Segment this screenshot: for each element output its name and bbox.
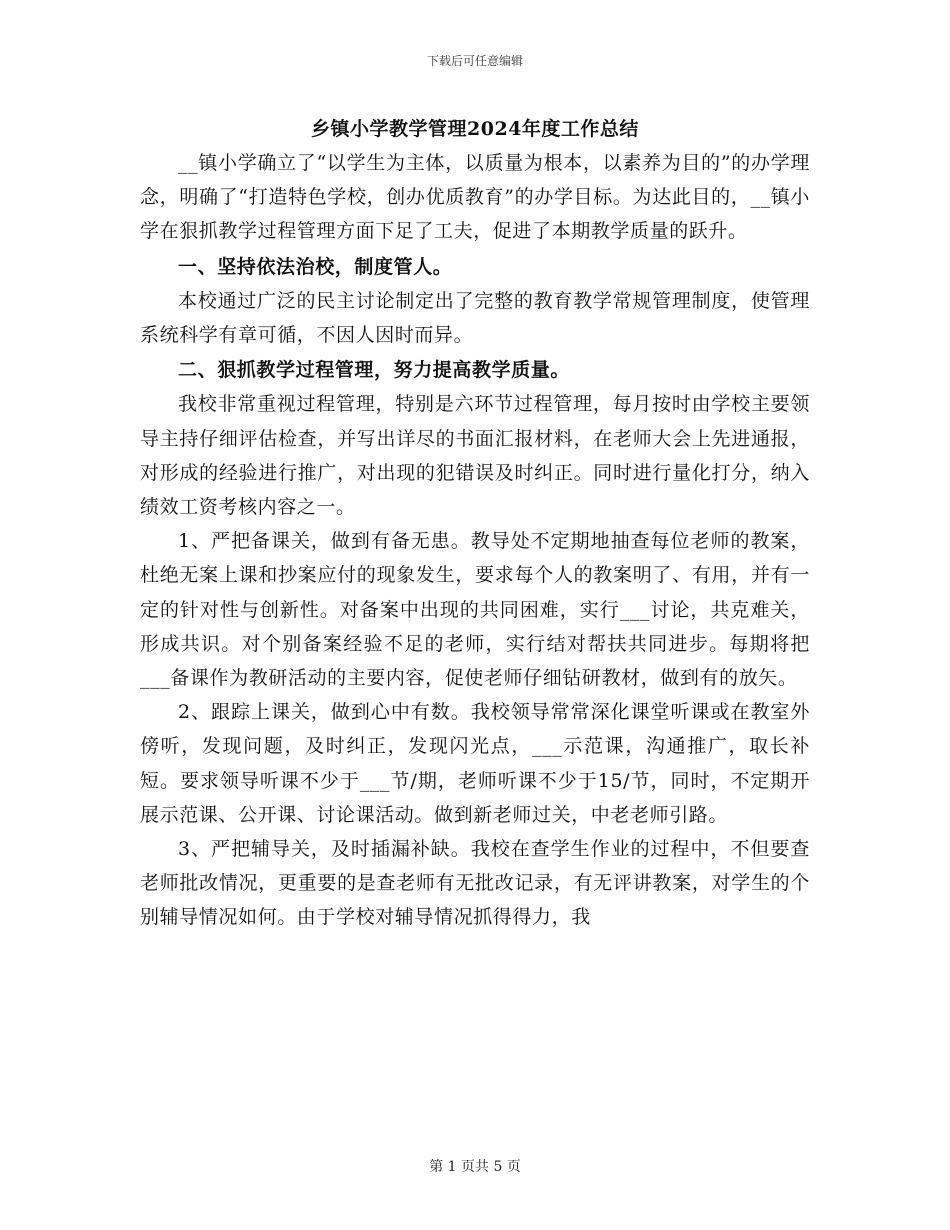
page-number: 第 1 页共 5 页 (429, 1159, 521, 1175)
paragraph: 我校非常重视过程管理，特别是六环节过程管理，每月按时由学校主要领导主持仔细评估检查，并写出详尽的书面汇报材料，在老师大会上先进通报，对形成的经验进行推广，对出现的犯错误及时纠正。同时进行量化打分，纳入绩效工资考核内容之一。 (140, 393, 810, 519)
paragraph: __镇小学确立了“以学生为主体，以质量为根本，以素养为目的”的办学理念，明确了“打造特色学校，创办优质教育”的办学目标。为达此目的，__镇小学在狠抓教学过程管理方面下足了工夫，促进了本期教学质量的跃升。 (140, 152, 810, 243)
document-title: 乡镇小学教学管理2024年度工作总结 (311, 118, 639, 140)
paragraph: 1、严把备课关，做到有备无患。教导处不定期地抽查每位老师的教案，杜绝无案上课和抄案应付的现象发生，要求每个人的教案明了、有用，并有一定的针对性与创新性。对备案中出现的共同困难，实行___讨论，共克难关，形成共识。对个别备案经验不足的老师，实行结对帮扶共同进步。每期将把___备课作为教研活动的主要内容，促使老师仔细钻研教材，做到有的放矢。 (140, 530, 810, 690)
paragraph: 3、严把辅导关，及时插漏补缺。我校在查学生作业的过程中，不但要查老师批改情况，更重要的是查老师有无批改记录，有无评讲教案，对学生的个别辅导情况如何。由于学校对辅导情况抓得得力，我 (140, 838, 810, 929)
header-note: 下载后可任意编辑 (426, 54, 523, 68)
section-heading: 二、狠抓教学过程管理，努力提高教学质量。 (178, 359, 571, 382)
section-heading: 一、坚持依法治校，制度管人。 (178, 255, 453, 278)
document-body (140, 146, 810, 935)
paragraph: 本校通过广泛的民主讨论制定出了完整的教育教学常规管理制度，使管理系统科学有章可循，不因人因时而异。 (140, 289, 810, 347)
paragraph: 2、跟踪上课关，做到心中有数。我校领导常常深化课堂听课或在教室外傍听，发现问题，及时纠正，发现闪光点，___示范课，沟通推广，取长补短。要求领导听课不少于___节/期，老师听课不少于15/节，同时，不定期开展示范课、公开课、讨论课活动。做到新老师过关，中老老师引路。 (140, 701, 810, 826)
